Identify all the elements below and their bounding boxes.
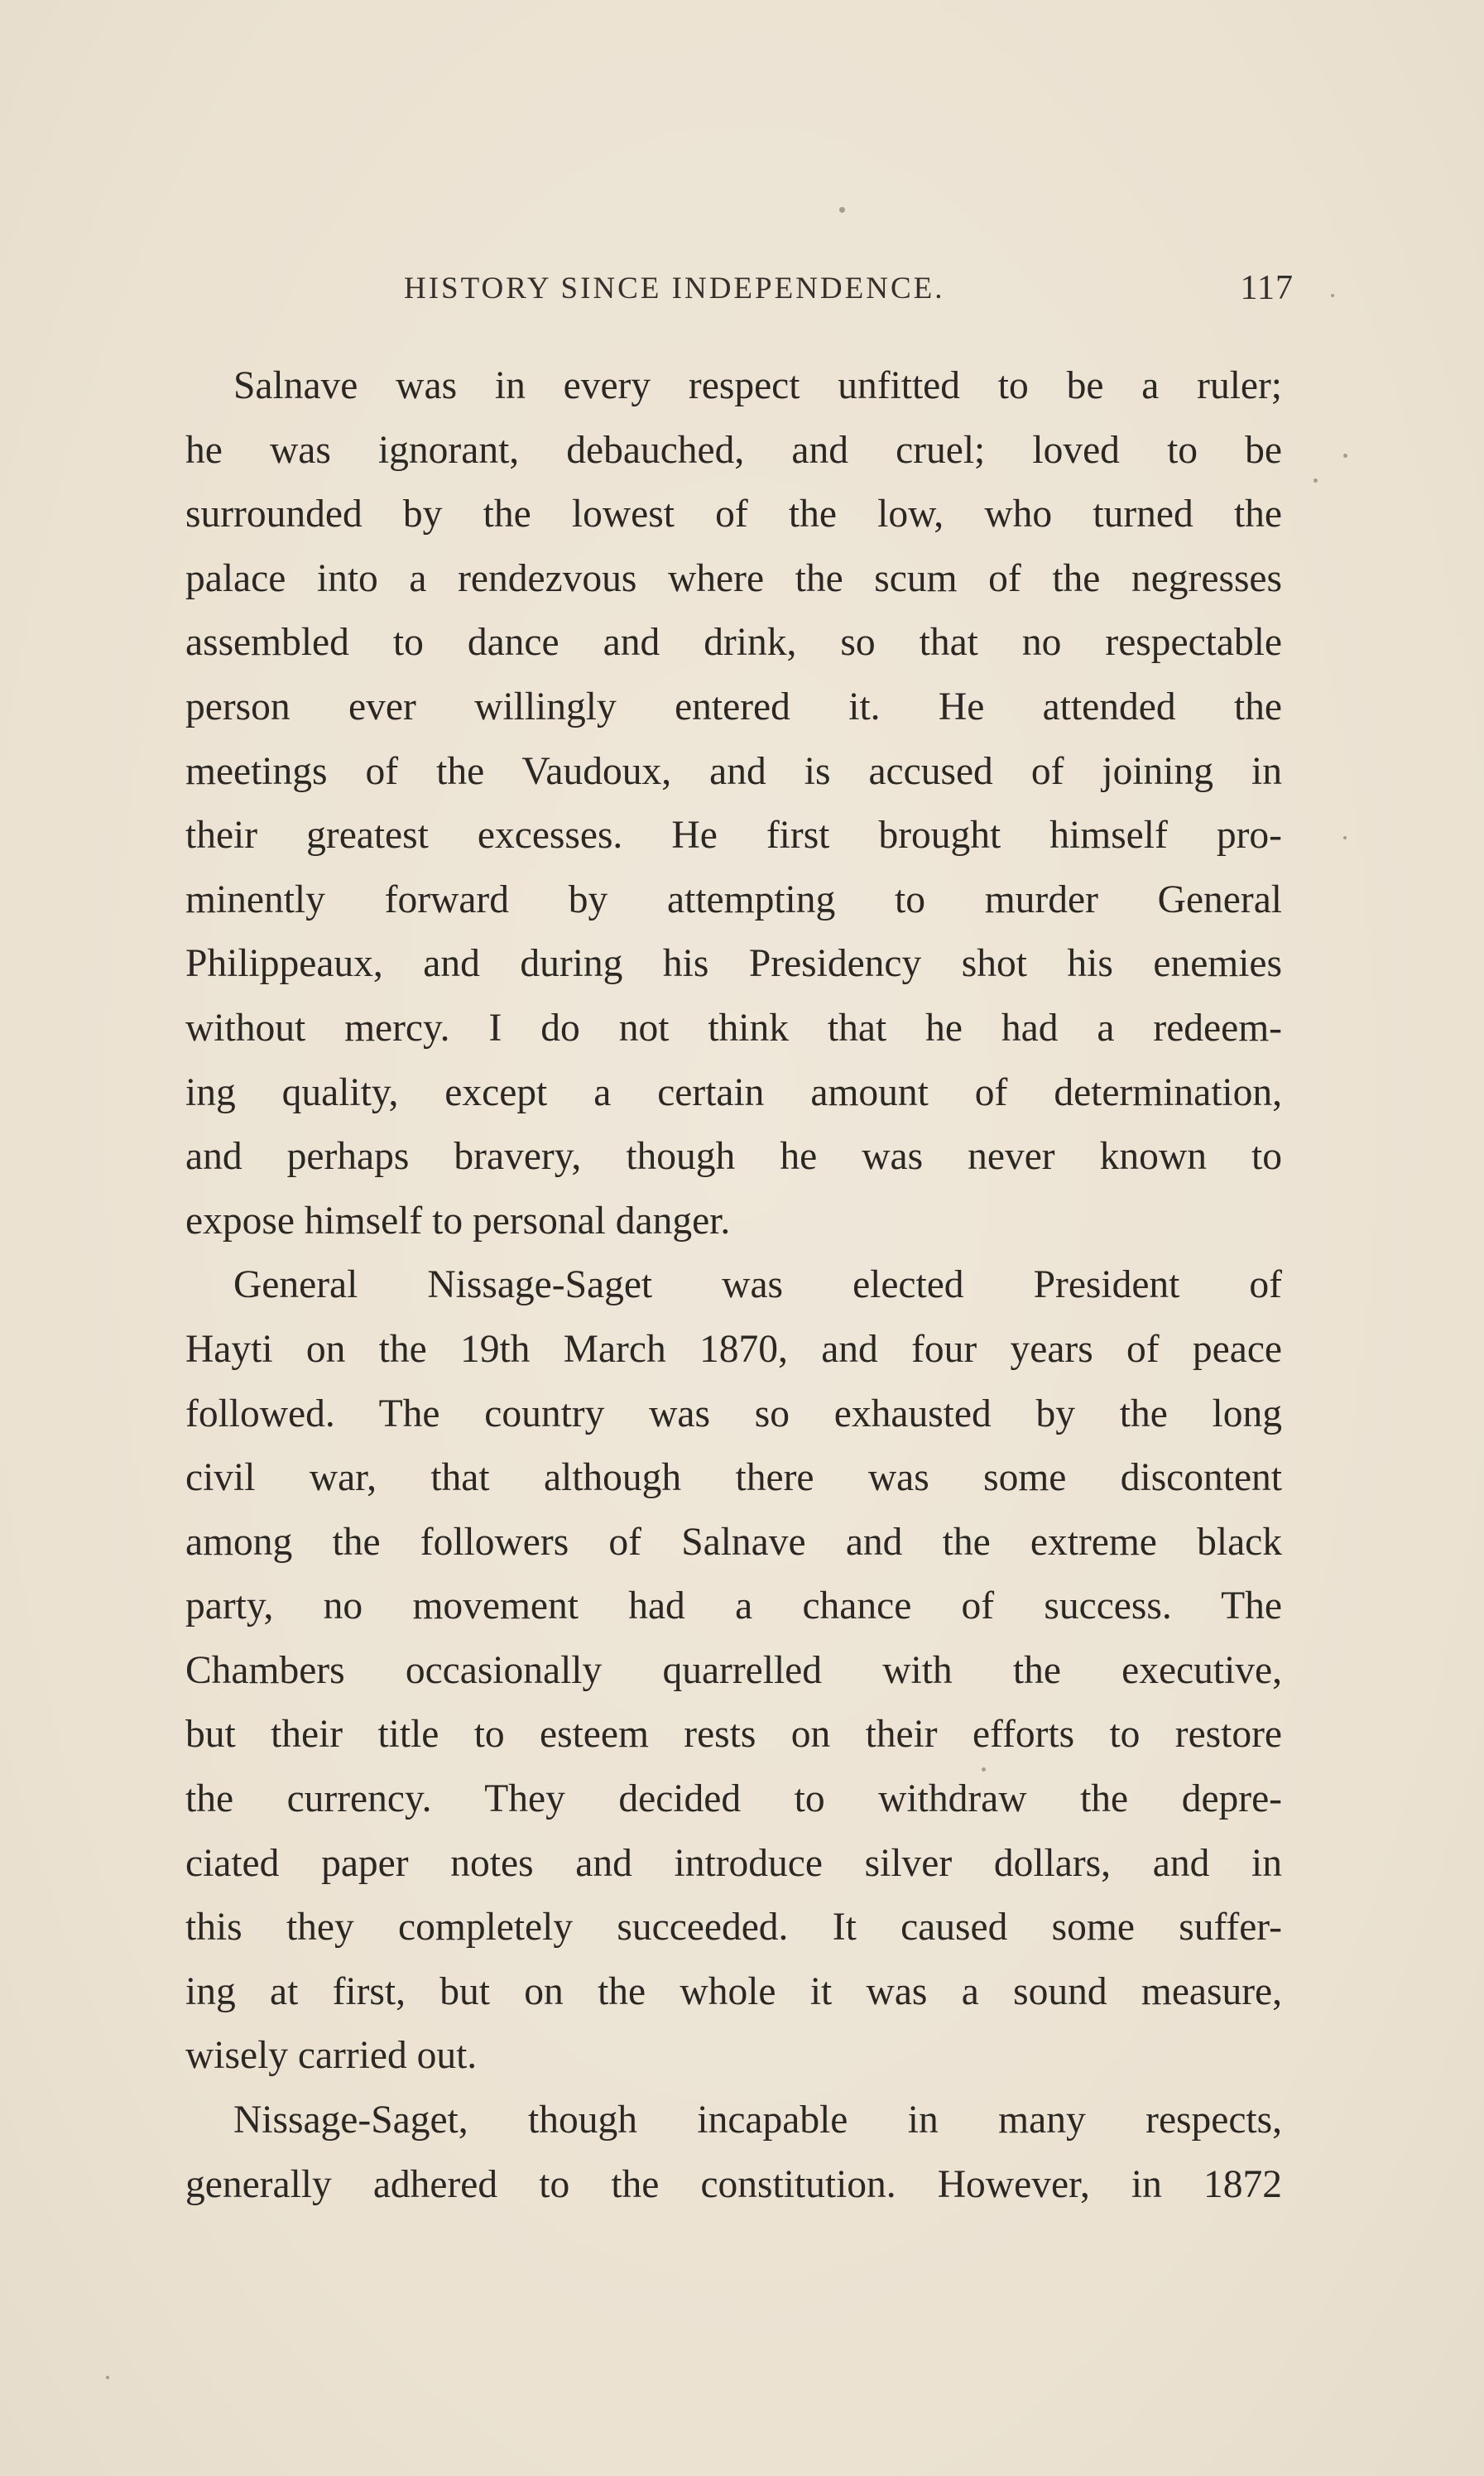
text-line: assembled to dance and drink, so that no respectable: [185, 621, 1282, 665]
text-line: surrounded by the lowest of the low, who turned the: [185, 493, 1282, 536]
paper-speck: [106, 2376, 109, 2379]
body-text: [185, 354, 1282, 2217]
text-line: their greatest excesses. He first brought himself pro-: [185, 814, 1282, 858]
text-line: Philippeaux, and during his Presidency shot his enemies: [185, 942, 1282, 986]
text-line: ciated paper notes and introduce silver dollars, and in: [185, 1841, 1282, 1885]
text-line: minently forward by attempting to murder General: [185, 877, 1282, 921]
text-line: Chambers occasionally quarrelled with the executive,: [185, 1648, 1282, 1692]
text-line: wisely carried out.: [185, 2034, 478, 2078]
text-line: he was ignorant, debauched, and cruel; loved to be: [185, 428, 1282, 472]
text-line: General Nissage-Saget was elected President of: [233, 1263, 1282, 1307]
paper-speck: [1331, 294, 1334, 297]
text-line: and perhaps bravery, though he was never known to: [185, 1135, 1282, 1179]
text-line: palace into a rendezvous where the scum of the negresses: [185, 556, 1282, 600]
text-line: party, no movement had a chance of success. The: [185, 1584, 1282, 1628]
page-number: 117: [1240, 269, 1294, 307]
text-line: ing at first, but on the whole it was a sound measure,: [185, 1969, 1282, 2013]
text-line: followed. The country was so exhausted by the long: [185, 1392, 1282, 1435]
text-line: the currency. They decided to withdraw the depre-: [185, 1777, 1282, 1821]
paper-speck: [982, 1767, 986, 1772]
text-line: among the followers of Salnave and the extreme black: [185, 1520, 1282, 1564]
text-line: Nissage-Saget, though incapable in many respects,: [233, 2099, 1282, 2142]
text-line: generally adhered to the constitution. However, in 1872: [185, 2162, 1282, 2206]
text-line: without mercy. I do not think that he had a redeem-: [185, 1006, 1282, 1050]
chapter-title: HISTORY SINCE INDEPENDENCE.: [404, 272, 945, 305]
running-head: [404, 271, 1294, 320]
text-line: meetings of the Vaudoux, and is accused of joining in: [185, 749, 1282, 793]
text-line: civil war, that although there was some discontent: [185, 1456, 1282, 1500]
paper-speck: [839, 207, 845, 213]
text-line: person ever willingly entered it. He attended the: [185, 685, 1282, 728]
paper-speck: [1343, 836, 1347, 839]
paper-speck: [1343, 454, 1347, 458]
paper-speck: [1314, 478, 1318, 483]
text-line: this they completely succeeded. It caused some suffer-: [185, 1906, 1282, 1950]
text-line: Salnave was in every respect unfitted to be a ruler;: [233, 364, 1282, 407]
text-line: Hayti on the 19th March 1870, and four years of peace: [185, 1327, 1282, 1371]
text-line: expose himself to personal danger.: [185, 1199, 731, 1243]
text-line: ing quality, except a certain amount of determination,: [185, 1070, 1282, 1114]
text-line: but their title to esteem rests on their efforts to restore: [185, 1713, 1282, 1757]
